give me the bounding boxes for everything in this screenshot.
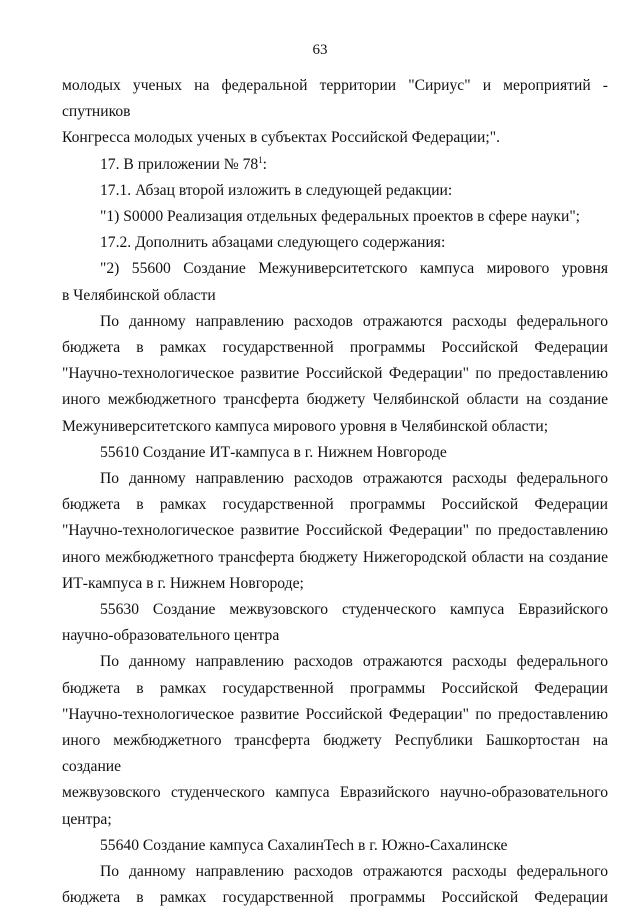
- text-line: "1) S0000 Реализация отдельных федеральных проектов в сфере науки";: [100, 208, 581, 226]
- text-line: 55640 Создание кампуса СахалинTech в г. Южно-Сахалинске: [100, 836, 508, 854]
- text-line: По данному направлению расходов отражаются расходы федерального: [100, 470, 608, 488]
- text-line: "Научно-технологическое развитие Российской Федерации" по предоставлению: [62, 522, 608, 540]
- paragraph-item-17-2: [62, 230, 608, 256]
- text-line: Конгресса молодых ученых в субъектах Российской Федерации;".: [62, 129, 500, 147]
- text-line: По данному направлению расходов отражаются расходы федерального: [100, 653, 608, 671]
- paragraph-55610-heading: [62, 440, 608, 466]
- text-line: научно-образовательного центра: [62, 627, 280, 645]
- text-line: иного межбюджетного трансферта бюджету Челябинской области на создание: [62, 391, 608, 409]
- page-number: 63: [312, 42, 328, 58]
- text-line: :: [262, 155, 268, 173]
- text-line: бюджета в рамках государственной программы Российской Федерации: [62, 496, 608, 514]
- paragraph-item-17-1: [62, 178, 608, 204]
- text-line: бюджета в рамках государственной программы Российской Федерации: [62, 889, 608, 907]
- text-line: межвузовского студенческого кампуса Евразийского научно-образовательного: [62, 784, 608, 802]
- paragraph-quote-1: [62, 204, 608, 230]
- superscript: 1: [258, 154, 263, 165]
- paragraph-55600-heading: [62, 256, 608, 308]
- text-line: По данному направлению расходов отражаются расходы федерального: [100, 863, 608, 881]
- text-line: бюджета в рамках государственной программы Российской Федерации: [62, 339, 608, 357]
- text-line: 17. В приложении № 78: [100, 155, 259, 173]
- text-line: бюджета в рамках государственной программы Российской Федерации: [62, 679, 608, 697]
- text-line: ИТ-кампуса в г. Нижнем Новгороде;: [62, 574, 304, 592]
- text-line: "Научно-технологическое развитие Российской Федерации" по предоставлению: [62, 705, 608, 723]
- document-body: [62, 73, 608, 912]
- text-line: молодых ученых на федеральной территории "Сириус" и мероприятий - спутников: [62, 77, 608, 121]
- paragraph-55630-heading: [62, 597, 608, 649]
- text-line: 55610 Создание ИТ-кампуса в г. Нижнем Новгороде: [100, 443, 447, 461]
- text-line: 55630 Создание межвузовского студенческого кампуса Евразийского: [100, 601, 608, 619]
- paragraph-55610-body: [62, 466, 608, 597]
- paragraph-55640-body: [62, 859, 608, 911]
- text-line: иного межбюджетного трансферта бюджету Республики Башкортостан на создание: [62, 732, 608, 776]
- paragraph-55600-body: [62, 309, 608, 440]
- text-line: 17.1. Абзац второй изложить в следующей редакции:: [100, 181, 453, 199]
- text-line: иного межбюджетного трансферта бюджету Нижегородской области на создание: [62, 548, 608, 566]
- text-line: "2) 55600 Создание Межуниверситетского кампуса мирового уровня: [100, 260, 608, 278]
- text-line: центра;: [62, 810, 112, 828]
- paragraph-item-17: [62, 152, 608, 178]
- paragraph-55630-body: [62, 649, 608, 832]
- text-line: 17.2. Дополнить абзацами следующего содержания:: [100, 234, 446, 252]
- text-line: "Научно-технологическое развитие Российской Федерации" по предоставлению: [62, 365, 608, 383]
- text-line: Межуниверситетского кампуса мирового уровня в Челябинской области;: [62, 417, 549, 435]
- text-line: в Челябинской области: [62, 286, 216, 304]
- text-line: По данному направлению расходов отражаются расходы федерального: [100, 312, 608, 330]
- paragraph-55640-heading: [62, 833, 608, 859]
- paragraph-continuation: [62, 73, 608, 152]
